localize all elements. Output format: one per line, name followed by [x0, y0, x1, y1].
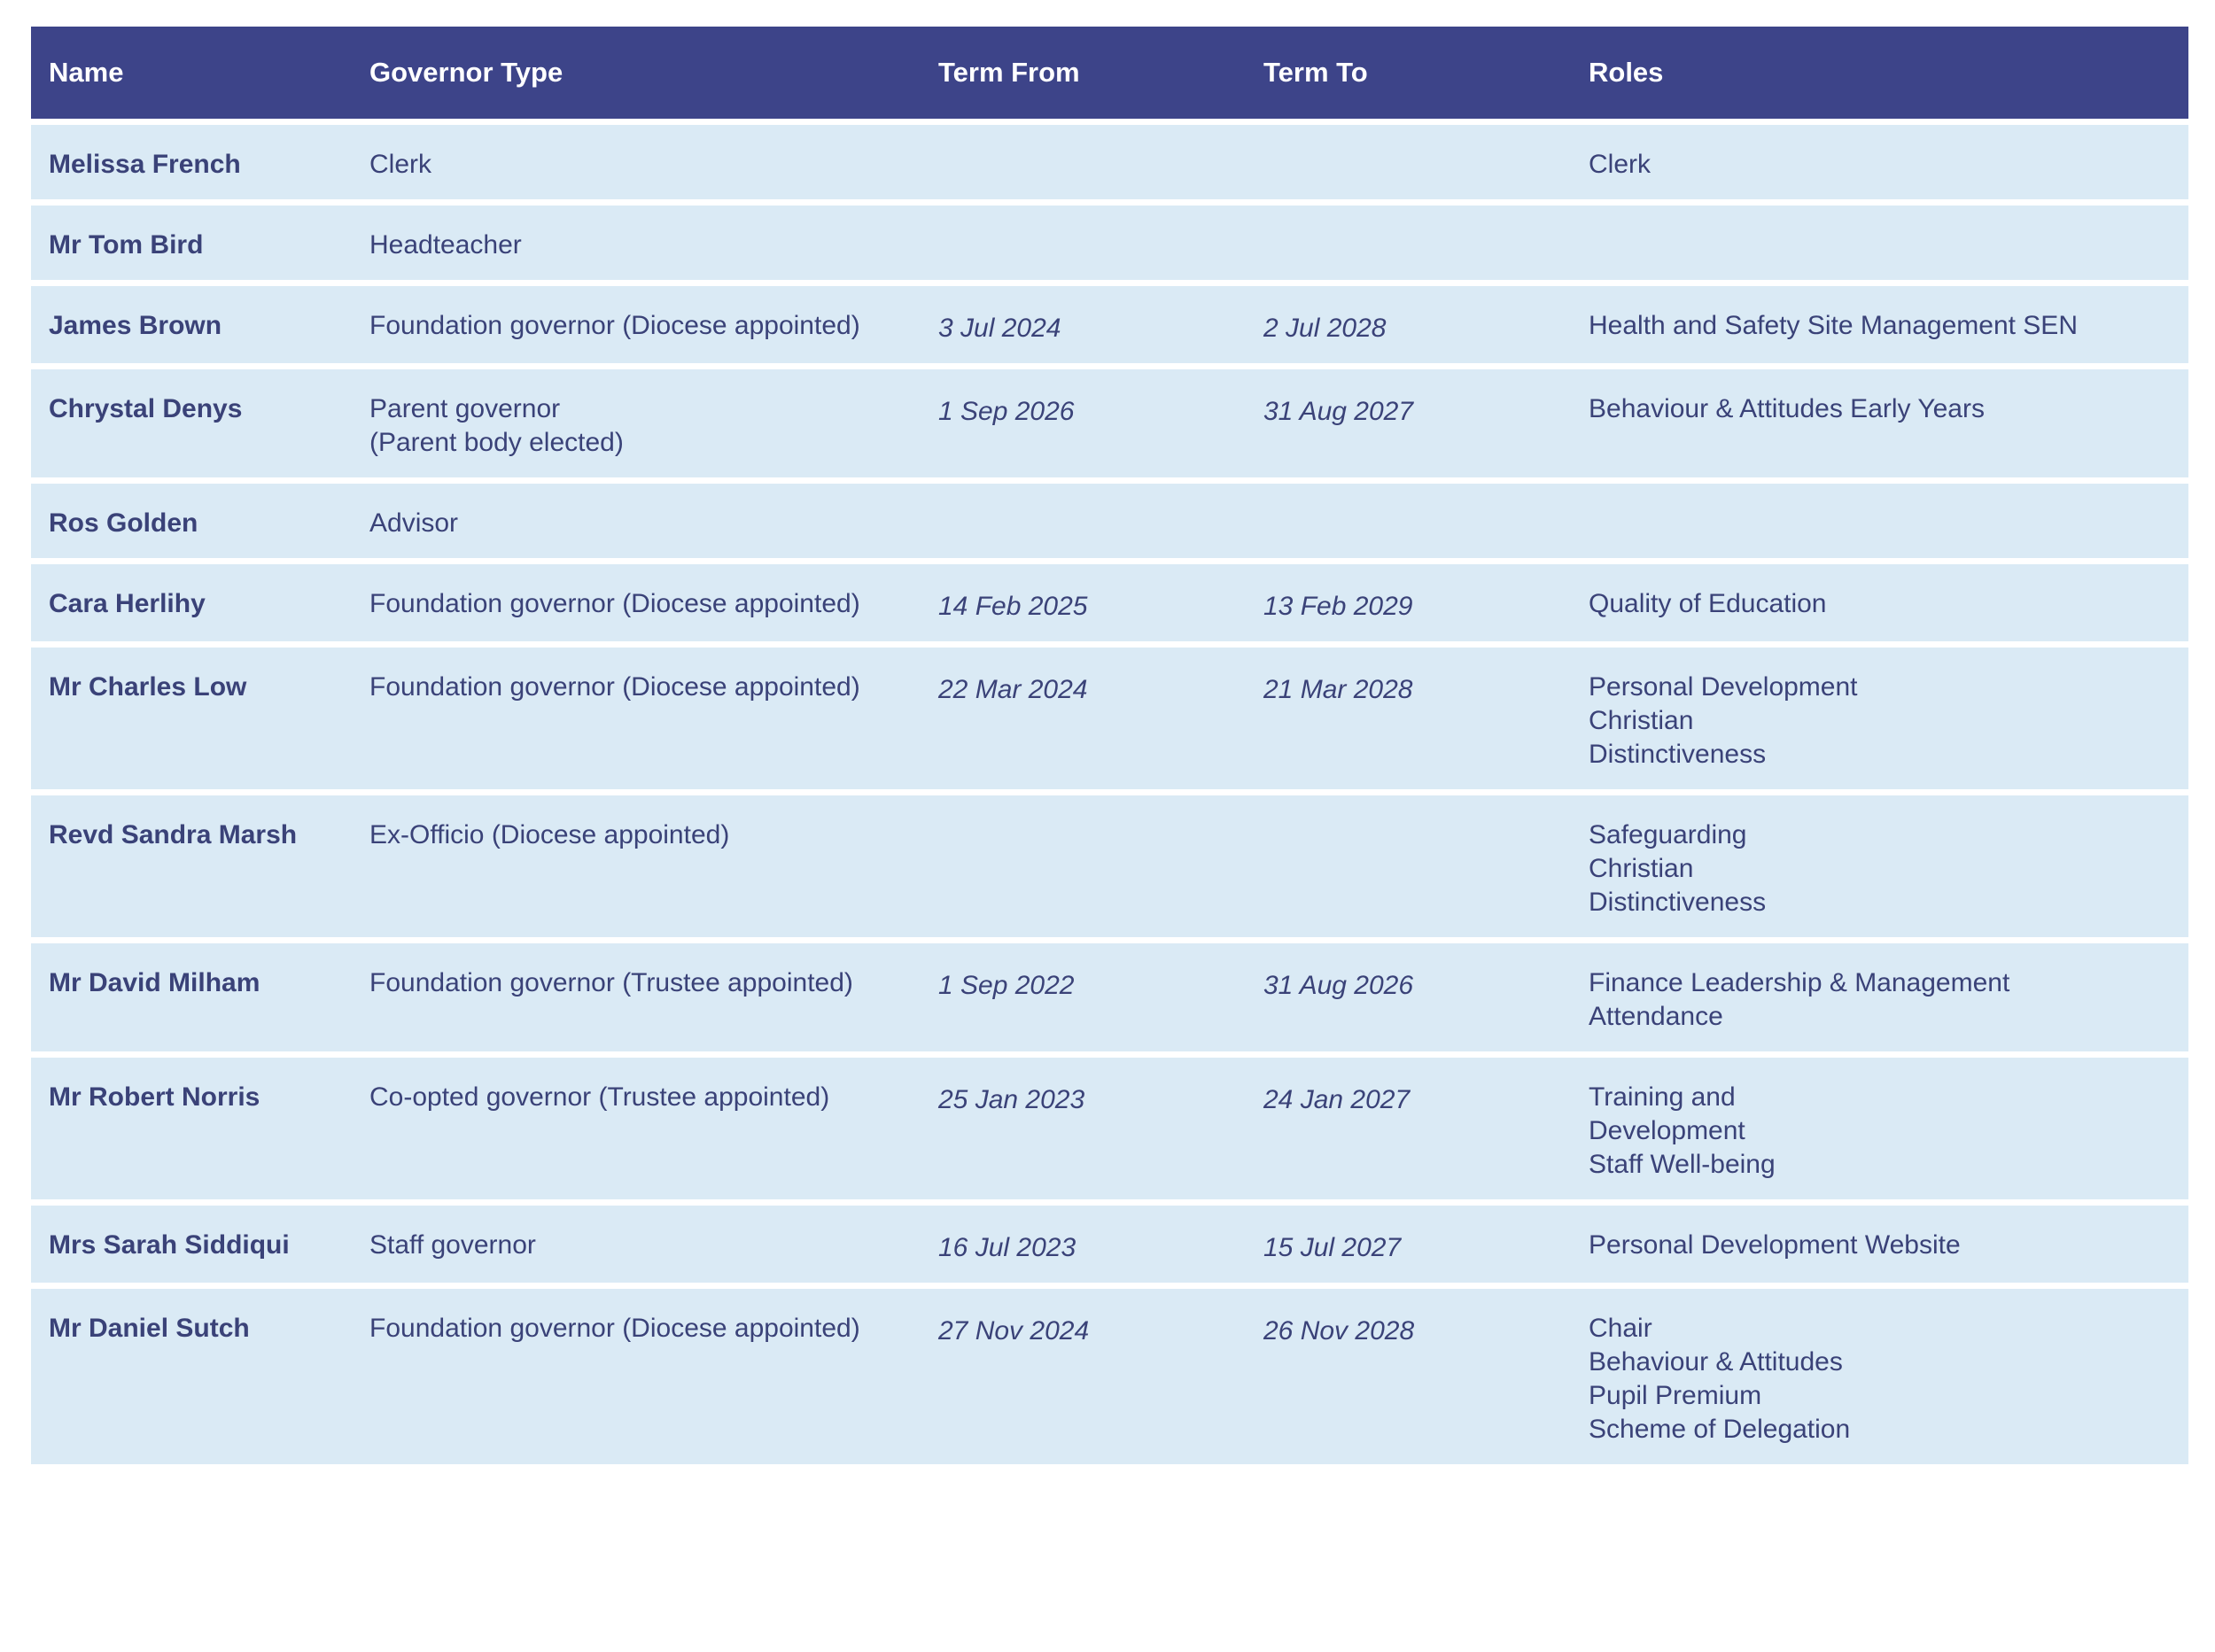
- cell-name: James Brown: [49, 311, 222, 340]
- cell-term-to: 31 Aug 2026: [1263, 971, 1414, 1000]
- table-header: [31, 27, 2188, 119]
- cell-term-from: 14 Feb 2025: [938, 592, 1088, 621]
- table-row: [31, 125, 2188, 199]
- table-row: [31, 484, 2188, 558]
- cell-term-to: 26 Nov 2028: [1263, 1316, 1415, 1346]
- cell-roles: Training and Development Staff Well-being: [1589, 1082, 1776, 1179]
- cell-governor-type: Advisor: [369, 508, 459, 538]
- cell-roles: Personal Development Website: [1589, 1230, 1961, 1260]
- cell-roles: Behaviour & Attitudes Early Years: [1589, 394, 1985, 423]
- cell-roles: Personal Development Christian Distinctiveness: [1589, 672, 1858, 769]
- header-term-from: Term From: [938, 57, 1080, 88]
- cell-term-to: 13 Feb 2029: [1263, 592, 1413, 621]
- header-governor-type: Governor Type: [369, 57, 563, 88]
- cell-governor-type: Ex-Officio (Diocese appointed): [369, 820, 730, 849]
- header-roles: Roles: [1589, 57, 1664, 88]
- cell-roles: Clerk: [1589, 150, 1652, 179]
- table-row: [31, 369, 2188, 477]
- cell-name: Mr Robert Norris: [49, 1082, 260, 1112]
- cell-term-from: [938, 229, 1263, 231]
- cell-term-to: [1263, 148, 1589, 151]
- cell-governor-type: Co-opted governor (Trustee appointed): [369, 1082, 830, 1112]
- cell-term-from: 27 Nov 2024: [938, 1316, 1090, 1346]
- cell-name: Mr Tom Bird: [49, 230, 204, 260]
- cell-term-from: 1 Sep 2022: [938, 971, 1075, 1000]
- cell-name: Chrystal Denys: [49, 394, 243, 423]
- cell-term-to: 31 Aug 2027: [1263, 397, 1414, 426]
- cell-term-to: 21 Mar 2028: [1263, 675, 1413, 704]
- table-row: [31, 648, 2188, 789]
- table-row: [31, 795, 2188, 937]
- cell-term-to: [1263, 229, 1589, 231]
- table-row: [31, 943, 2188, 1051]
- table-row: [31, 286, 2188, 363]
- cell-term-from: [938, 148, 1263, 151]
- cell-governor-type: Clerk: [369, 150, 432, 179]
- cell-name: Ros Golden: [49, 508, 198, 538]
- cell-roles: Chair Behaviour & Attitudes Pupil Premium Scheme of Delegation: [1589, 1314, 1851, 1444]
- cell-roles: Safeguarding Christian Distinctiveness: [1589, 820, 1767, 917]
- cell-term-from: [938, 507, 1263, 509]
- cell-governor-type: Foundation governor (Diocese appointed): [369, 672, 860, 702]
- cell-governor-type: Staff governor: [369, 1230, 536, 1260]
- cell-term-to: 24 Jan 2027: [1263, 1085, 1411, 1114]
- cell-governor-type: Foundation governor (Diocese appointed): [369, 311, 860, 340]
- table-row: [31, 1206, 2188, 1283]
- cell-term-from: 3 Jul 2024: [938, 314, 1061, 343]
- cell-name: Mrs Sarah Siddiqui: [49, 1230, 290, 1260]
- cell-term-from: 25 Jan 2023: [938, 1085, 1085, 1114]
- table-row: [31, 564, 2188, 641]
- table-row: [31, 1058, 2188, 1199]
- cell-name: Mr David Milham: [49, 968, 260, 997]
- cell-governor-type: Parent governor (Parent body elected): [369, 394, 624, 457]
- cell-name: Melissa French: [49, 150, 241, 179]
- header-name: Name: [49, 57, 124, 88]
- cell-roles: Quality of Education: [1589, 589, 1827, 618]
- cell-name: Cara Herlihy: [49, 589, 206, 618]
- cell-name: Mr Charles Low: [49, 672, 247, 702]
- table-row: [31, 206, 2188, 280]
- cell-term-to: [1263, 818, 1589, 821]
- cell-term-from: 1 Sep 2026: [938, 397, 1075, 426]
- cell-term-to: 2 Jul 2028: [1263, 314, 1387, 343]
- cell-governor-type: Foundation governor (Diocese appointed): [369, 589, 860, 618]
- cell-term-from: [938, 818, 1263, 821]
- cell-term-to: 15 Jul 2027: [1263, 1233, 1402, 1262]
- cell-roles: Health and Safety Site Management SEN: [1589, 311, 2078, 340]
- cell-name: Mr Daniel Sutch: [49, 1314, 250, 1343]
- cell-governor-type: Foundation governor (Diocese appointed): [369, 1314, 860, 1343]
- cell-governor-type: Headteacher: [369, 230, 522, 260]
- table-row: [31, 1289, 2188, 1464]
- governors-table: [31, 27, 2188, 1470]
- table-body: [31, 125, 2188, 1464]
- cell-term-from: 22 Mar 2024: [938, 675, 1088, 704]
- header-term-to: Term To: [1263, 57, 1368, 88]
- cell-governor-type: Foundation governor (Trustee appointed): [369, 968, 853, 997]
- cell-term-from: 16 Jul 2023: [938, 1233, 1076, 1262]
- cell-name: Revd Sandra Marsh: [49, 820, 298, 849]
- cell-term-to: [1263, 507, 1589, 509]
- cell-roles: Finance Leadership & Management Attendance: [1589, 968, 2010, 1031]
